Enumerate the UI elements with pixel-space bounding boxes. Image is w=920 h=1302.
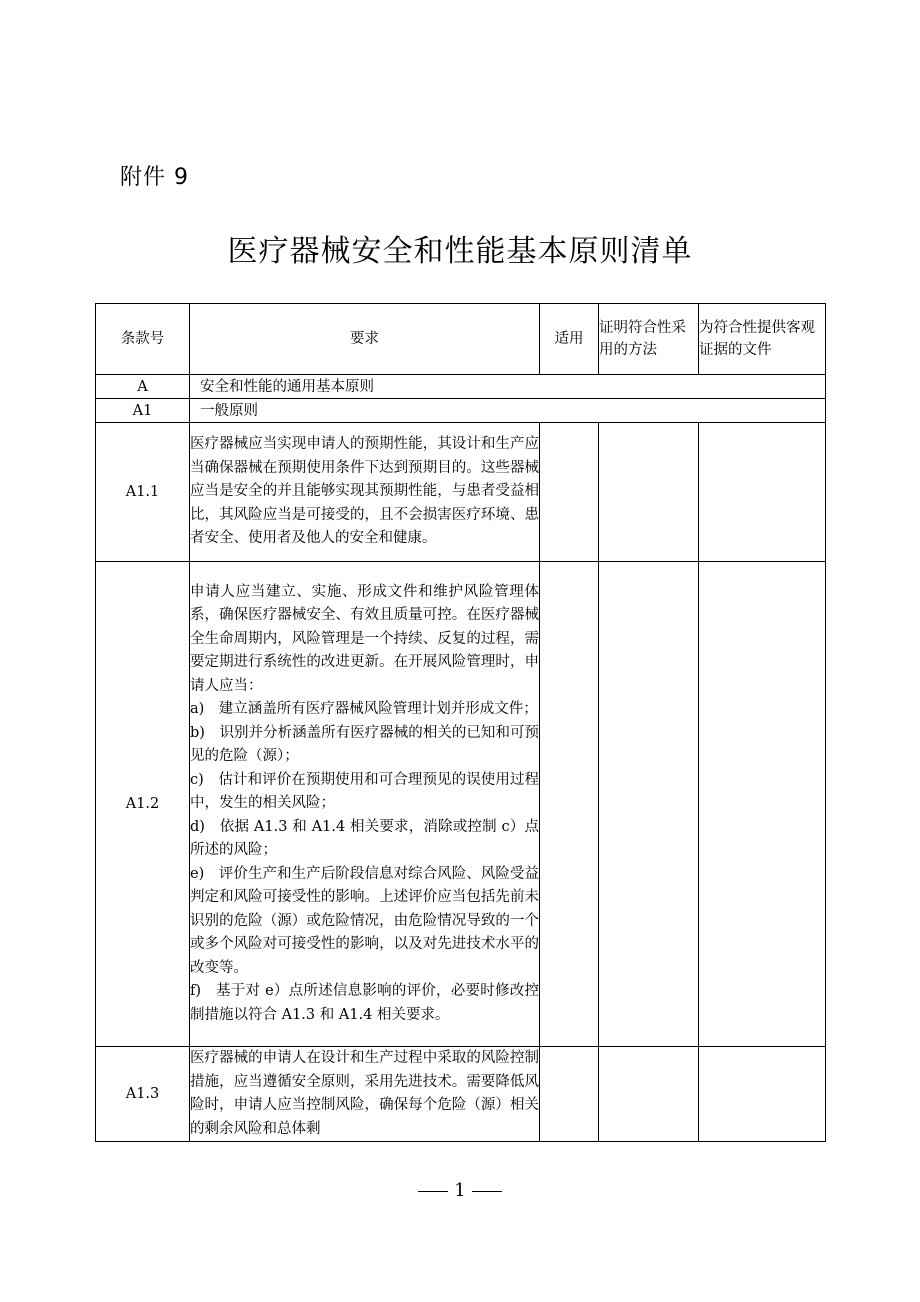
list-item: a) 建立涵盖所有医疗器械风险管理计划并形成文件； (190, 701, 538, 718)
list-item: e) 评价生产和生产后阶段信息对综合风险、风险受益判定和风险可接受性的影响。上述评价应当包括先前未识别的危险（源）或危险情况，由危险情况导致的一个或多个风险对可接受性的影响，以及对先进技术水平的改变等。 (190, 865, 539, 976)
page-number (0, 1180, 920, 1201)
applicable-cell (540, 423, 599, 562)
table-row-a1 (96, 399, 826, 423)
clause-number: A (96, 375, 190, 399)
page-title: 医疗器械安全和性能基本原则清单 (227, 234, 693, 269)
list-item: f) 基于对 e）点所述信息影响的评价，必要时修改控制措施以符合 A1.3 和 A1.4 相关要求。 (190, 983, 539, 1023)
page-number-value: 1 (454, 1180, 466, 1201)
evidence-cell (699, 423, 826, 562)
section-title: 一般原则 (190, 399, 826, 423)
list-item: d) 依据 A1.3 和 A1.4 相关要求，消除或控制 c）点所述的风险； (190, 818, 539, 859)
attachment-label: 附件 9 (120, 165, 189, 190)
principles-table (95, 303, 826, 1142)
applicable-cell (540, 1047, 599, 1142)
requirement-text: 医疗器械应当实现申请人的预期性能，其设计和生产应当确保器械在预期使用条件下达到预期目的。这些器械应当是安全的并且能够实现其预期性能，与患者受益相比，其风险应当是可接受的，且不会损害医疗环境、患者安全、使用者及他人的安全和健康。 (190, 423, 540, 562)
requirement-text: 医疗器械的申请人在设计和生产过程中采取的风险控制措施，应当遵循安全原则，采用先进技术。需要降低风险时，申请人应当控制风险，确保每个危险（源）相关的剩余风险和总体剩 (190, 1047, 540, 1142)
table-row-a (96, 375, 826, 399)
requirement-intro: 申请人应当建立、实施、形成文件和维护风险管理体系，确保医疗器械安全、有效且质量可控。在医疗器械全生命周期内，风险管理是一个持续、反复的过程，需要定期进行系统性的改进更新。在开展风险管理时，申请人应当： (190, 583, 539, 694)
applicable-cell (540, 562, 599, 1047)
header-requirement: 要求 (190, 304, 540, 375)
header-method: 证明符合性采用的方法 (599, 304, 699, 375)
evidence-cell (699, 562, 826, 1047)
header-evidence: 为符合性提供客观证据的文件 (699, 304, 826, 375)
table-row-a1-1 (96, 423, 826, 562)
section-title: 安全和性能的通用基本原则 (190, 375, 826, 399)
table-row-a1-3 (96, 1047, 826, 1142)
method-cell (599, 423, 699, 562)
list-item: b) 识别并分析涵盖所有医疗器械的相关的已知和可预见的危险（源）； (190, 724, 539, 765)
requirement-text (190, 562, 540, 1047)
table-row-a1-2 (96, 562, 826, 1047)
evidence-cell (699, 1047, 826, 1142)
dash-right (472, 1191, 502, 1192)
clause-number: A1.2 (96, 562, 190, 1047)
clause-number: A1.1 (96, 423, 190, 562)
dash-left (418, 1191, 448, 1192)
header-clause-no: 条款号 (96, 304, 190, 375)
clause-number: A1.3 (96, 1047, 190, 1142)
method-cell (599, 562, 699, 1047)
list-item: c) 估计和评价在预期使用和可合理预见的误使用过程中，发生的相关风险； (190, 771, 539, 812)
method-cell (599, 1047, 699, 1142)
header-applicable: 适用 (540, 304, 599, 375)
clause-number: A1 (96, 399, 190, 423)
table-header-row (96, 304, 826, 375)
